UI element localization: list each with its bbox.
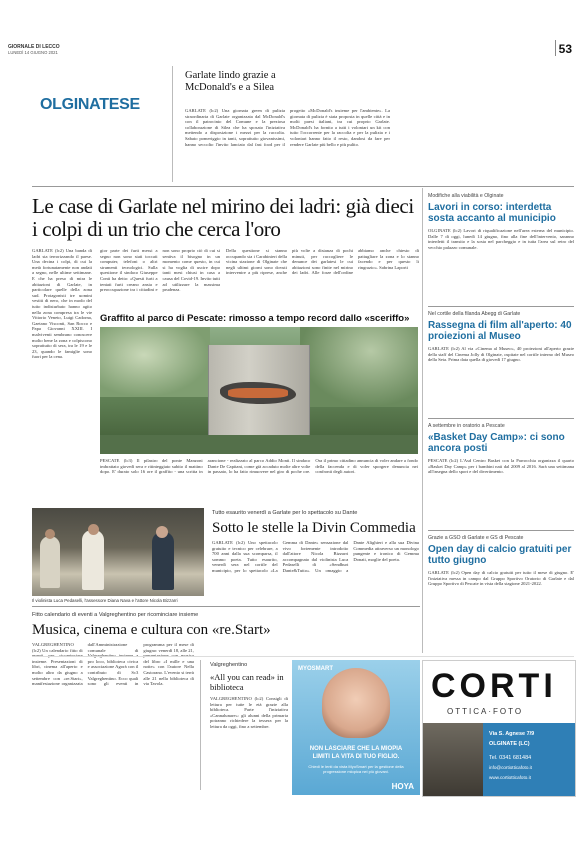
page-number: 53 — [558, 42, 572, 56]
read-place: Valgreghentino — [210, 662, 248, 668]
cinema-photo — [32, 508, 204, 596]
section-label: OLGINATESE — [40, 96, 140, 113]
corti-city: OLGINATE (LC) — [489, 741, 530, 747]
sidebar-title: «Basket Day Camp»: ci sono ancora posti — [428, 432, 565, 454]
issue-date: LUNEDÌ 14 GIUGNO 2021 — [8, 50, 58, 55]
sidebar-text: PESCATE (lc2) L'Asd Centro Basket con la Parrocchia organizza il quarto «Basket Day Camp» per i bambini nati dal 2009 al 2016. Sarà una settimana all'insegna dello sport e del divertimento. — [428, 458, 574, 475]
corti-website[interactable]: www.cortiotticafoto.it — [489, 775, 531, 780]
brief-title: Garlate lindo grazie a McDonald's e a Silea — [185, 70, 276, 93]
cinema-caption: Il violinista Luca Pedaselli, l'assessore Diana Nava e l'attore Nicola Bizzarri — [32, 598, 178, 603]
sidebar-kicker: Nel cortile della filanda Abegg di Garlate — [428, 311, 521, 317]
read-text: VALGREGHENTINO (lc2) Consigli di lettura per tutte le età grazie alla biblioteca. Parte l'iniziativa «Cannalunare»: gli alunni della primaria potranno richiedere la tessera per la lettura da oggi, fino a settembre. — [210, 696, 288, 729]
cinema-text: GARLATE (lc2) Uno spettacolo gratuito e tecnico per celebrare, a 700 anni dalla sua scomparsa, il sommo poeta. Tutto esaurito, venerdì sera nel cortile del municipio, per lo spettacolo «La Gemma di Dante» sensazione dal vivo fortemente introdotto dall'attore Nicola Bizzarri accompagnato dal violinista Luca Pedaselli di «Sendburt Dante&Tutto». Un omaggio a Dante Alighieri e alla sua Divina Commedia attraverso un monologo pungente e ironico di Gemma Donati, moglie del poeta. — [212, 540, 419, 573]
graffito-caption: PESCATE (lc3) Il pilastro del ponte Manzoni imbrattato giovedì sera e ritinteggiato subito il mattino dopo. E' durato solo 16 ore il graffito - una scritta in arancione - realizzato al parco Addio Monti. Il sindaco Dante De Capitani, come già accaduto molte altre volte in passato, lo ha fatto rimuovere nel giro di poche ore. Ora il primo cittadino annuncia di voler andare a fondo della faccenda e di voler sporgere denuncia nei confronti degli autori. — [100, 458, 418, 475]
paper-name: GIORNALE DI LECCO — [8, 44, 60, 50]
sidebar-title: Lavori in corso: interdetta sosta accanto al municipio — [428, 202, 556, 224]
graffito-title: Graffito al parco di Pescate: rimosso a tempo record dallo «sceriffo» — [100, 313, 410, 324]
musica-text: VALGREGHENTINO (lc2) Un calendario fitto di insieme. Presentazioni di libri, cinema all'aperto e molto altro da giugno a settembre con «re.Start», manifestazione organizzata dall'Amministrazione comunale di pro loco, biblioteca civica e associazione Agorà con il contributo di Sc3 Valgreghentino. Ecco quali sono gli eventi in programma per il mese di giugno: venerdì 18, alle 21, del libro «I mille e una notte» con l'autore Nella Castorano. L'evento si terrà alle 21 nella biblioteca di via Tavola. — [32, 642, 194, 687]
ad-corti — [422, 660, 576, 797]
ad-myosmart — [292, 660, 420, 795]
corti-email[interactable]: info@cortiotticafoto.it — [489, 765, 532, 770]
ad-line-2: LIMITI LA VITA DI TUO FIGLIO. — [312, 754, 400, 760]
ad-line-1: NON LASCIARE CHE LA MIOPIA — [309, 746, 403, 752]
sidebar-item — [428, 311, 574, 416]
corti-subtitle: OTTICA·FOTO — [447, 707, 524, 716]
corti-phone: Tel. 0341 681484 — [489, 755, 532, 761]
sidebar-text: OLGINATE (lc2) Lavori di riqualificazione nell'area esterna del municipio. Dalle 7 di oggi, lunedì 14 giugno, fino alla fine dell'intervento, saranno interdetti il transito e la sosta nel parcheggio e in tutta l'area sul retro del vecchio palazzo comunale. — [428, 228, 574, 250]
main-col-2: gior parte dei furti messi a segno non sono stati toccati computer, telefoni o altri strumenti tecnologici. Sulla questione il sindaco Giuseppe Conti ha detto: «Questi furti a tentati furti creano ansia e preoccupazione tra i cittadini e non sono proprio ciò di cui si sentiva il bisogno in un momento come questo, in cui si ha voglia di uscire dopo tanti mesi chiusi in casa a causa del Covid-19. Invito tutti ad utilizzare la massima prudenza. — [100, 248, 220, 293]
sidebar-item — [428, 193, 574, 303]
sidebar-kicker: Modifiche alla viabilità e Olginate — [428, 193, 504, 199]
sidebar-item — [428, 423, 574, 528]
ad-line-3: Chiedi le lenti da vista MyoSmart per la gestione della progressione miopica nei più giovani. — [308, 764, 404, 774]
cinema-title: Sotto le stelle la Divin Commedia — [212, 520, 416, 536]
ad-child-image — [322, 668, 390, 738]
cinema-kicker: Tutto esaurito venerdì a Garlate per lo spettacolo su Dante — [212, 510, 358, 516]
sidebar-text: GARLATE (lc2) Open day di calcio gratuiti per tutto il mese di giugno. E' l'iniziativa messa in campo dal Gruppo Sportivo Oratorio di Garlate e dal Gruppo Sportivo di Pescate in vista della stagione 2021-2022. — [428, 570, 574, 587]
sidebar-kicker: Grazie a GSO di Garlate e GS di Pescate — [428, 535, 524, 541]
ad-brand: MYOSMART — [298, 666, 333, 672]
main-col-3: Della questione si stanno occupando sia i Carabinieri della vicina stazione di Olginate che negli ultimi giorni sono dovuti intervenire a più riprese, anche più volte a distanza di pochi minuti, per raccogliere le denunce dei garlatesi le cui abitazioni sono finite nel mirino dei ladri. Alle forze dell'ordine abbiamo anche chiesto di pattugliare la zona e lo stanno facendo e per questo li ringrazio». Sabrina Laporti — [226, 248, 419, 276]
corti-address: Via S. Agnese 7/9 — [489, 731, 535, 737]
graffito-photo — [100, 327, 418, 454]
musica-kicker: Fitto calendario di eventi a Valgreghentino per ricominciare insieme — [32, 612, 199, 618]
main-col-1: GARLATE (lc2) Una banda di ladri sta terrorizzando il paese. Una decina i colpi, di cui la metà fortunatamente non andati a segno, nelle ultime settimane. E che ha preso di mira le abitazioni di Garlate, in particolare quelle della zona sud. Protagonisti tre uomini vestiti di nero, che in modo del tutto indisturbato hanno agito nella zona compresa tra le vie Vittorio Veneto, Luigi Cadorna, Gaetano Visconti, San Rocco e Papa Giovanni XXIII. I malviventi sembrano conoscere molto bene la zona e colpiscono soprattutto di sera, tra le 19 e le 23, quando le famiglie sono fuori per la cena. — [32, 248, 92, 360]
read-title: «All you can read» in biblioteca — [210, 672, 284, 692]
sidebar-title: Open day di calcio gratuiti per tutto giugno — [428, 544, 572, 566]
sidebar-item — [428, 535, 574, 653]
ad-maker: HOYA — [391, 782, 414, 791]
masthead — [8, 40, 572, 58]
brief-text: GARLATE (lc2) Una giornata green di pulizia straordinaria di Garlate organizzata dal McDonald's con il patrocinio del Comune e la preziosa collaborazione di Silea che ha sposato l'iniziativa mettendo a disposizione i mezzi per la raccolta. Sabato pomeriggio in tanti, soprattutto giovanissimi, hanno seccolto l'invito lanciato dal fast food per il progetto «McDonald's insieme per l'ambiente». La giornata di pulizia è stata proposta in quelle città e in molti paesi italiani, tra cui proprio Garlate. McDonald's ha fornito a tutti i volontari un kit con tutto l'occorrente per la raccolta e per la pulizia e i volontari hanno fatto il resto, dandosi da fare per rendere Garlate più bello e più pulito. — [185, 108, 390, 147]
sidebar-title: Rassegna di film all'aperto: 40 proiezioni al Museo — [428, 320, 572, 342]
main-headline: Le case di Garlate nel mirino dei ladri: già dieci i colpi di un trio che cerca l'oro — [32, 194, 414, 241]
musica-title: Musica, cinema e cultura con «re.Start» — [32, 622, 271, 638]
sidebar-text: GARLATE (lc2) Al via «Cinema al Museo», 40 proiezioni all'aperto grazie della staff del Cinema Jolly di Olginate, ospitate nel cortile interno del Museo della Seta. Prima data quella di giovedì 17 giugno. — [428, 346, 574, 363]
corti-logo: CORTI — [431, 667, 557, 705]
sidebar-kicker: A settembre in oratorio a Pescate — [428, 423, 505, 429]
